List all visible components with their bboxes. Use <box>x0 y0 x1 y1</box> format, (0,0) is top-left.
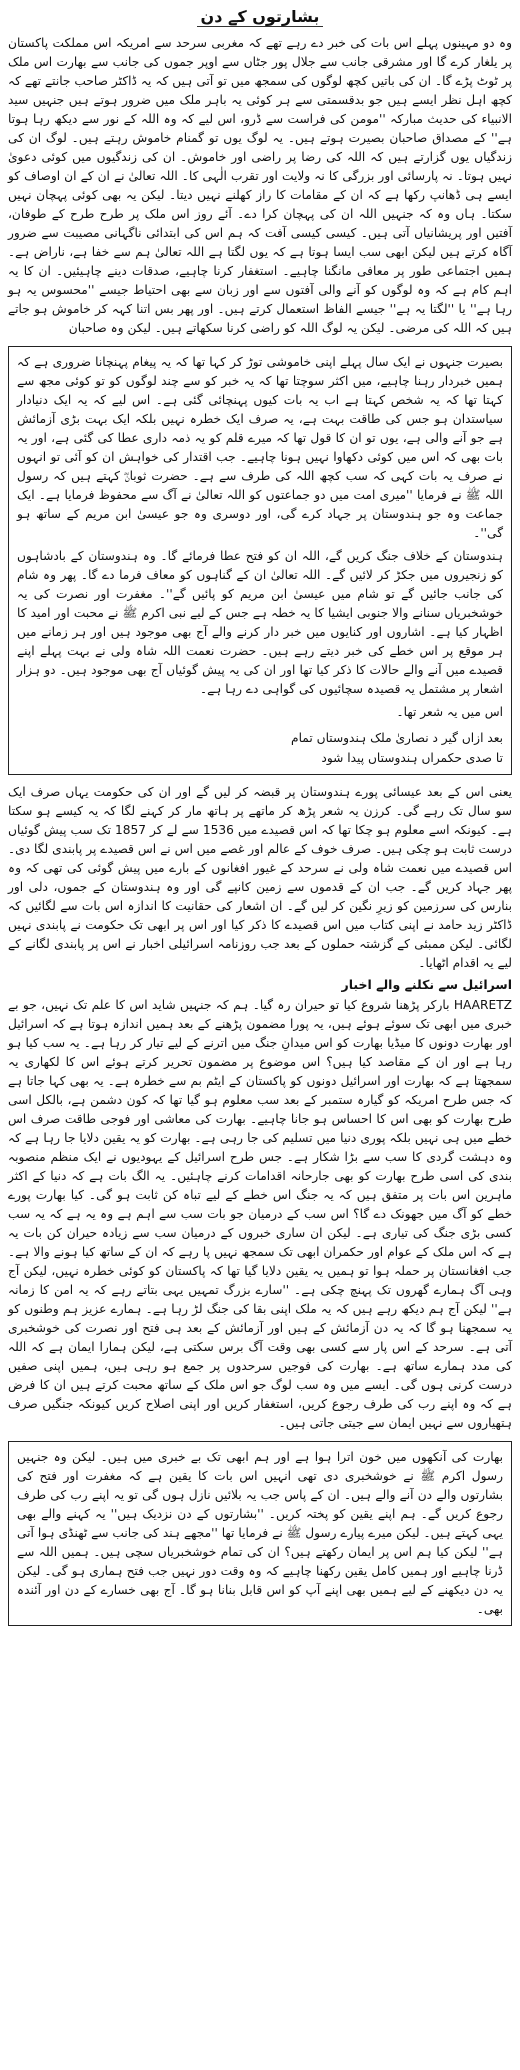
quote-box-1-verse-intro: اس میں یہ شعر تھا۔ <box>396 705 503 719</box>
verse-line-1: بعد ازاں گیر د نصاریٰ ملک ہندوستاں تمام <box>291 731 503 745</box>
section-subheading: اسرائیل سے نکلنے والے اخبار <box>341 977 512 992</box>
article-title <box>0 0 520 34</box>
quote-box-1 <box>8 346 512 775</box>
quote-box-1-para-1: بصیرت جنہوں نے ایک سال پہلے اپنی خاموشی توڑ کر کہا تھا کہ یہ پیغام پہنچانا ضروری ہے کہ ہمیں خبردار رہنا چاہیے، میں اکثر سوچتا تھا کہ یہ خبر کو سے چند لوگوں کو تو کوئی مجھ سے کہتا تھا کہ یہ شخص کہتا ہے اب یہ بات کیوں پہنچائی گئی ہے۔ اس لیے کہ یہ ایک دنیادار سیاستدان ہو جس کی طاقت بہت ہے، یہ صرف ایک خطرہ نہیں بلکہ ایک بہت بڑی آزمائش ہے جو آنے والی ہے، یوں تو ان کا قول تھا کہ میرے قلم کو یہ ذمہ داری عطا کی گئی ہے، اور یہ بات بھی کہ اس میں کوئی دکھاوا نہیں ہونا چاہیے۔ جب اقتدار کی خواہش ان کو آئی تو انہوں نے صرف یہ بات کہی کہ سب کچھ اللہ کی طرف سے ہے۔ حضرت ثوبانؓ کہتے ہیں کہ رسول اللہ ﷺ نے فرمایا ''میری امت میں دو جماعتوں کو اللہ تعالیٰ نے آگ سے محفوظ فرمایا ہے۔ ایک جماعت وہ جو ہندوستان پر جہاد کرے گی، اور دوسری وہ جو عیسیٰ ابن مریم کے ساتھ ہو گی''۔ <box>17 355 503 540</box>
verse-line-2: تا صدی حکمراں ہندوستاں پیدا شود <box>321 751 503 765</box>
body-paragraph-3: HAARETZ بارکر پڑھنا شروع کیا تو حیران رہ گیا۔ ہم کہ جنہیں شاید اس کا علم تک نہیں، جو بے خبری میں ابھی تک سوئے ہوئے ہیں، یہ پورا مضمون پڑھنے کے بعد ہمیں اندازہ ہوتا ہے کہ اسرائیل اور بھارت دونوں کا میڈیا بھارت کو اس میدانِ جنگ میں اترنے کے لیے تیار کر رہا ہے۔ یہ سب کیا ہو رہا ہے اور ان کے مقاصد کیا ہیں؟ اس موضوع پر مضمون تحریر کرتے ہوئے اس کا لکھاری یہ سمجھتا ہے کہ بھارت اور اسرائیل دونوں کو پاکستان کے ایٹم بم سے خطرہ ہے۔ یہ بھی کہا جاتا ہے کہ جس طرح امریکہ کو گیارہ ستمبر کے بعد سب معلوم ہو گیا تھا کہ کون دشمن ہے، بالکل اسی طرح بھارت کو بھی اس کا احساس ہو جانا چاہیے۔ بھارت کی معاشی اور فوجی طاقت صرف اس خطے میں ہی نہیں بلکہ پوری دنیا میں تسلیم کی جا رہی ہے۔ بھارت کو یہ یقین دلایا جا رہا ہے کہ وہ دہشت گردی کا سب سے بڑا شکار ہے۔ جس طرح اسرائیل کے یہودیوں نے ایک منظم منصوبہ بندی کی اسی طرح بھارت کو بھی جارحانہ اقدامات کرنے چاہئیں۔ یہ الگ بات ہے کہ دنیا کے اکثر ماہرین اس بات پر متفق ہیں کہ یہ جنگ اس خطے کے لیے تباہ کن ثابت ہو گی۔ کیا بھارت پورے خطے کو آگ میں جھونک دے گا؟ اس سب کے درمیان جو بات سب سے اہم ہے وہ یہ ہے کہ یہ سب کسی بڑی جنگ کی تیاری ہے۔ لیکن ان ساری خبروں کے درمیان سب سے زیادہ حیران کن بات یہ ہے کہ اس ملک کے عوام اور حکمران ابھی تک سمجھ نہیں پا رہے کہ ان کے ساتھ کیا ہونے والا ہے۔ جب افغانستان پر حملہ ہوا تو ہمیں یہ یقین دلایا گیا تھا کہ پاکستان کو کوئی خطرہ نہیں، لیکن آج وہی آگ ہمارے گھروں تک پہنچ چکی ہے۔ ''سارے بزرگ تمہیں یہی بتاتے رہے کہ یہ امن کا زمانہ ہے'' لیکن آج ہم دیکھ رہے ہیں کہ یہ ملک اپنی بقا کی جنگ لڑ رہا ہے۔ ہمارے عزیز ہم وطنوں کو یہ سمجھنا ہو گا کہ یہ دن آزمائش کے ہیں اور آزمائش کے بعد ہی فتح اور نصرت کی خوشخبری آتی ہے۔ سرحد کے اس پار سے کسی بھی وقت آگ برس سکتی ہے، لیکن ہمارا ایمان ہے کہ اللہ کی مدد ہمارے ساتھ ہے۔ بھارت کی فوجیں سرحدوں پر جمع ہو رہی ہیں، ہمیں اپنی صفیں درست کرنی ہوں گی۔ ایسے میں وہ سب لوگ جو اس ملک کے ساتھ محبت کرتے ہیں ان کا فرض ہے کہ وہ اپنے رب کی طرف رجوع کریں، استغفار کریں اور اپنی اصلاح کریں کیونکہ جنگیں صرف ہتھیاروں سے نہیں ایمان سے جیتی جاتی ہیں۔ <box>8 998 512 1430</box>
intro-paragraph: وہ دو مہینوں پہلے اس بات کی خبر دے رہے تھے کہ مغربی سرحد سے امریکہ اس مملکت پاکستان پر یلغار کرے گا اور مشرقی جانب سے جلال پور جٹاں سے اوپر جموں کی جانب سے بھارت اس ملک پر ٹوٹ پڑے گا۔ ان کی باتیں کچھ لوگوں کی سمجھ میں تو آتی ہیں کہ یہ ڈاکٹر صاحب جانتے تھے کہ کچھ اہل نظر ایسے ہیں جو بدقسمتی سے ہر کوئی یہ باہر ملک میں ضرور ہوتے ہیں جنہیں سید الانبیاء کی حدیث مبارکہ ''مومن کی فراست سے ڈرو، اس لیے کہ وہ اللہ کے نور سے دیکھ رہا ہوتا ہے'' کے مصداق صاحبان بصیرت ہوتے ہیں۔ یہ لوگ یوں تو گمنام خاموش رہتے ہیں۔ لوگ ان کی زندگیاں یوں گزارتے ہیں کہ اللہ کی رضا پر راضی اور خاموش۔ ان کی زندگیوں میں کوئی دعویٰ نہیں ہوتا۔ نہ پارسائی اور بزرگی کا نہ ولایت اور تقرب الٰہی کا۔ اللہ تعالیٰ نے ان کے ان اوصاف کو ایسے ہی ڈھانپ رکھا ہے کہ ان کے مقامات کا راز کھلنے نہیں دیتا۔ لیکن یہ بھی کوئی پہچان نہیں سکتا۔ ہاں وہ کہ جنہیں اللہ ان کی پہچان کرا دے۔ آئے روز اس ملک پر طرح طرح کے طوفان، آفتیں اور پریشانیاں آتی ہیں۔ کیسی کیسی آفت کہ ہم اس کی ابتدائی ناگہانی مصیبت سے ضرور آگاہ کرتے ہیں لیکن ابھی سب ایسا ہوتا ہے کہ یوں لگتا ہے اللہ تعالیٰ ہم سے خفا ہے، ناراض ہے۔ ہمیں اجتماعی طور پر معافی مانگنا چاہیے۔ استغفار کرنا چاہیے، صدقات دینے چاہیئیں۔ ان کا یہ اہم کام ہے کہ وہ لوگوں کو آنے والی آفتوں سے اور زبان سے بھی احتیاط جیسے ''محسوس یہ ہو رہا ہے'' یا ''لگتا یہ ہے'' جیسے الفاظ استعمال کرتے ہیں۔ اور پھر بس اتنا کہہ کر خاموش ہو جاتے ہیں کہ اللہ کی مرضی۔ لیکن یہ لوگ اللہ کو راضی کرنا سکھاتے ہیں۔ لیکن وہ صاحبان <box>8 36 512 335</box>
quote-box-1-para-2: ہندوستان کے خلاف جنگ کریں گے، اللہ ان کو فتح عطا فرمائے گا۔ وہ ہندوستان کے بادشاہوں کو زنجیروں میں جکڑ کر لائیں گے۔ اللہ تعالیٰ ان کے گناہوں کو معاف فرما دے گا۔ پھر وہ شام کی جانب جائیں گے تو شام میں عیسیٰ ابن مریم کو پائیں گے''۔ مغفرت اور نصرت کی یہ خوشخبریاں سنانے والا جنوبی ایشیا کا یہ خطہ ہے جس کے لیے نبی اکرم ﷺ نے محبت اور امید کا اظہار کیا ہے۔ اشاروں اور کنایوں میں خبر دار کرنے والے آج بھی موجود ہیں اور ہر زمانے میں ہر موقع پر اس خطے کی خبر دیتے رہے ہیں۔ حضرت نعمت اللہ شاہ ولی نے بہت پہلے اپنے قصیدے میں آنے والے حالات کا ذکر کیا تھا اور ان کی یہ پیش گوئیاں آج بھی موجود ہیں۔ دو ہزار اشعار پر مشتمل یہ قصیدہ سچائیوں کی گواہی دے رہا ہے۔ <box>17 549 503 696</box>
article-title-text: بشارتوں کے دن <box>197 7 324 27</box>
body-paragraph-2: یعنی اس کے بعد عیسائی پورے ہندوستان پر قبضہ کر لیں گے اور ان کی حکومت یہاں صرف ایک سو سال تک رہے گی۔ کرزن یہ شعر پڑھ کر ماتھے پر ہاتھ مار کر کہنے لگا کہ یہ کیسے ہو سکتا ہے۔ کیونکہ اسے معلوم ہو چکا تھا کہ اس قصیدے میں 1536 سے لے کر 1857 تک سب پیش گوئیاں درست ثابت ہو چکی ہیں۔ صرف خوف کے عالم اور غصے میں اس نے اس قصیدے پر پابندی لگا دی۔ اس قصیدے میں نعمت شاہ ولی نے سرحد کے غیور افغانوں کے بارے میں پیش گوئی کی تھی کہ وہ پھر جہاد کریں گے۔ جب ان کے قدموں سے زمین کانپے گی اور وہ ہندوستان کے جموں، دلی اور بنارس کی سرزمین کو زیرِ نگین کر لیں گے۔ ان اشعار کی حقانیت کا اندازہ اس بات سے لگائیں کہ ڈاکٹر زید حامد نے اپنی کتاب میں اس قصیدے کا ذکر کیا اور اس پر ابھی تک حکومت نے پابندی نہیں لگائی۔ لیکن ممبئی کے گزشتہ حملوں کے بعد جب روزنامہ اسرائیلی اخبار نے اس پر پابندی لگانے کے لیے یہ اقدام اٹھایا۔ <box>8 785 512 970</box>
quote-box-2: بھارت کی آنکھوں میں خون اترا ہوا ہے اور ہم ابھی تک بے خبری میں ہیں۔ لیکن وہ جنہیں رسول اکرم ﷺ نے خوشخبری دی تھی انہیں اس بات کا یقین ہے کہ مغفرت اور فتح کی بشارتوں والے دن آنے والے ہیں۔ ان کے پاس جب یہ بلائیں نازل ہوں گی تو یہ اپنے رب کی طرف رجوع کریں گے۔ ہم اپنے یقین کو پختہ کریں۔ ''بشارتوں کے دن نزدیک ہیں'' یہ کہنے والے بھی یہی کہتے ہیں۔ لیکن میرے پیارے رسول ﷺ نے فرمایا تھا ''مجھے ہند کی جانب سے ٹھنڈی ہوا آتی ہے'' لیکن کیا ہم اس پر ایمان رکھتے ہیں؟ ان کی تمام خوشخبریاں سچی ہیں۔ ہمیں اللہ سے ڈرنا چاہیے اور ہمیں کامل یقین رکھنا چاہیے کہ وہ وقت دور نہیں جب فتح ہماری ہو گی۔ لیکن یہ دن دیکھنے کے لیے ہمیں بھی اپنے آپ کو اس قابل بنانا ہو گا۔ آج بھی خسارے کے دن اور آئندہ بھی۔ <box>8 1441 512 1626</box>
persian-verse <box>17 728 503 768</box>
